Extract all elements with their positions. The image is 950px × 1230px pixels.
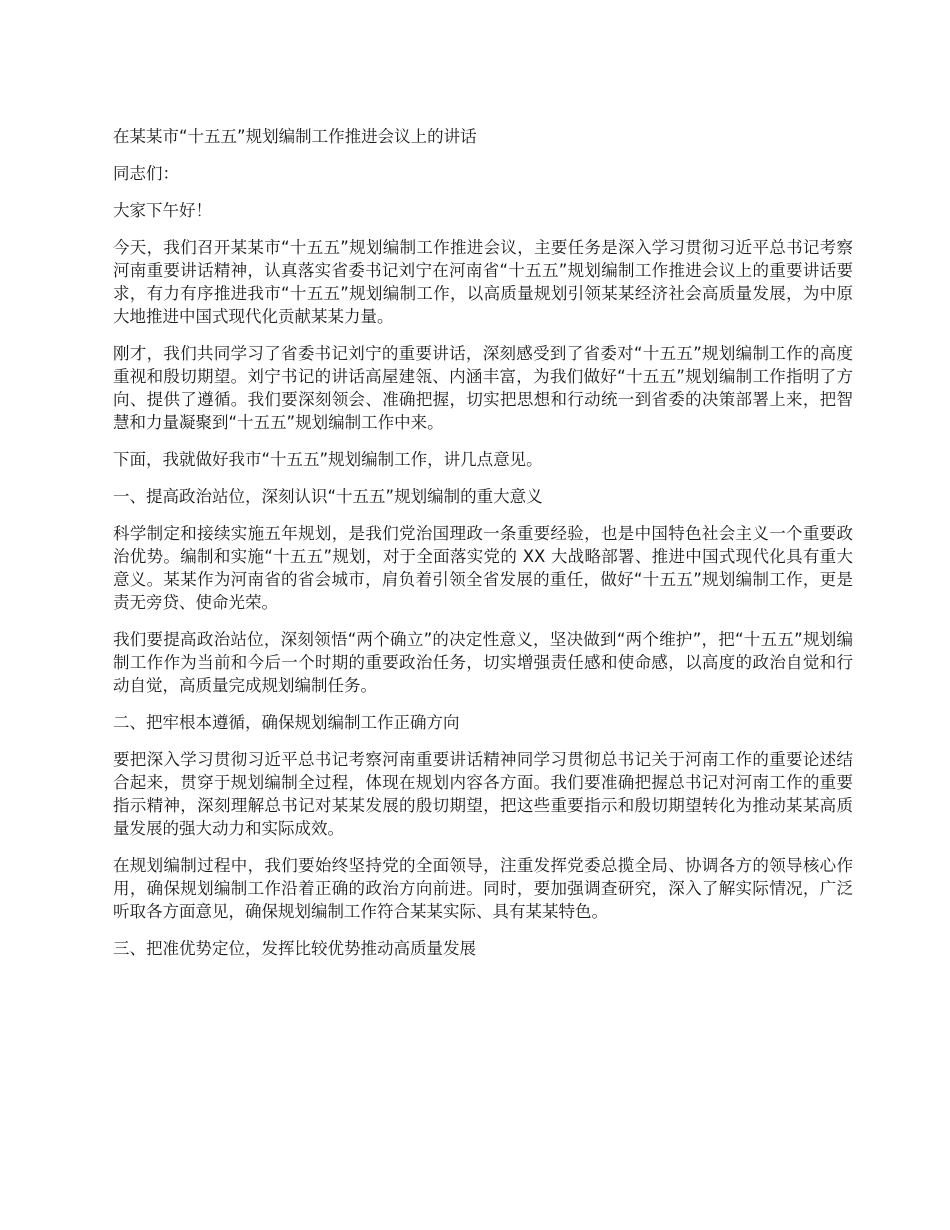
intro-paragraph-3: 下面，我就做好我市“十五五”规划编制工作，讲几点意见。	[113, 450, 543, 469]
section-3-heading: 三、把准优势定位，发挥比较优势推动高质量发展	[113, 939, 476, 958]
section-2-heading: 二、把牢根本遵循，确保规划编制工作正确方向	[113, 713, 460, 732]
intro-paragraph-1: 今天，我们召开某某市“十五五”规划编制工作推进会议，主要任务是深入学习贯彻习近平总书记考察河南重要讲话精神，认真落实省委书记刘宁在河南省“十五五”规划编制工作推进会议上的重要讲话要求，有力有序推进我市“十五五”规划编制工作，以高质量规划引领某某经济社会高质量发展，为中原大地推进中国式现代化贡献某某力量。	[113, 238, 853, 326]
section-1-paragraph-1: 科学制定和接续实施五年规划，是我们党治国理政一条重要经验，也是中国特色社会主义一个重要政治优势。编制和实施“十五五”规划，对于全面落实党的 XX 大战略部署、推进中国式现代化具有重大意义。某某作为河南省的省会城市，肩负着引领全省发展的重任，做好“十五五”规划编制工作，更是责无旁贷、使命光荣。	[113, 524, 853, 612]
section-2-paragraph-1: 要把深入学习贯彻习近平总书记考察河南重要讲话精神同学习贯彻总书记关于河南工作的重要论述结合起来，贯穿于规划编制全过程，体现在规划内容各方面。我们要准确把握总书记对河南工作的重要指示精神，深刻理解总书记对某某发展的殷切期望，把这些重要指示和殷切期望转化为推动某某高质量发展的强大动力和实际成效。	[113, 750, 853, 838]
section-1-heading: 一、提高政治站位，深刻认识“十五五”规划编制的重大意义	[113, 487, 543, 506]
section-2-paragraph-2: 在规划编制过程中，我们要始终坚持党的全面领导，注重发挥党委总揽全局、协调各方的领导核心作用，确保规划编制工作沿着正确的政治方向前进。同时，要加强调查研究，深入了解实际情况，广泛听取各方面意见，确保规划编制工作符合某某实际、具有某某特色。	[113, 856, 853, 921]
document-title: 在某某市“十五五”规划编制工作推进会议上的讲话	[113, 127, 477, 146]
greeting: 大家下午好！	[113, 201, 212, 220]
document-page	[113, 125, 853, 974]
intro-paragraph-2: 刚才，我们共同学习了省委书记刘宁的重要讲话，深刻感受到了省委对“十五五”规划编制工作的高度重视和殷切期望。刘宁书记的讲话高屋建瓴、内涵丰富，为我们做好“十五五”规划编制工作指明了方向、提供了遵循。我们要深刻领会、准确把握，切实把思想和行动统一到省委的决策部署上来，把智慧和力量凝聚到“十五五”规划编制工作中来。	[113, 344, 853, 432]
section-1-paragraph-2: 我们要提高政治站位，深刻领悟“两个确立”的决定性意义，坚决做到“两个维护”，把“十五五”规划编制工作作为当前和今后一个时期的重要政治任务，切实增强责任感和使命感，以高度的政治自觉和行动自觉，高质量完成规划编制任务。	[113, 630, 853, 695]
salutation: 同志们：	[113, 164, 179, 183]
